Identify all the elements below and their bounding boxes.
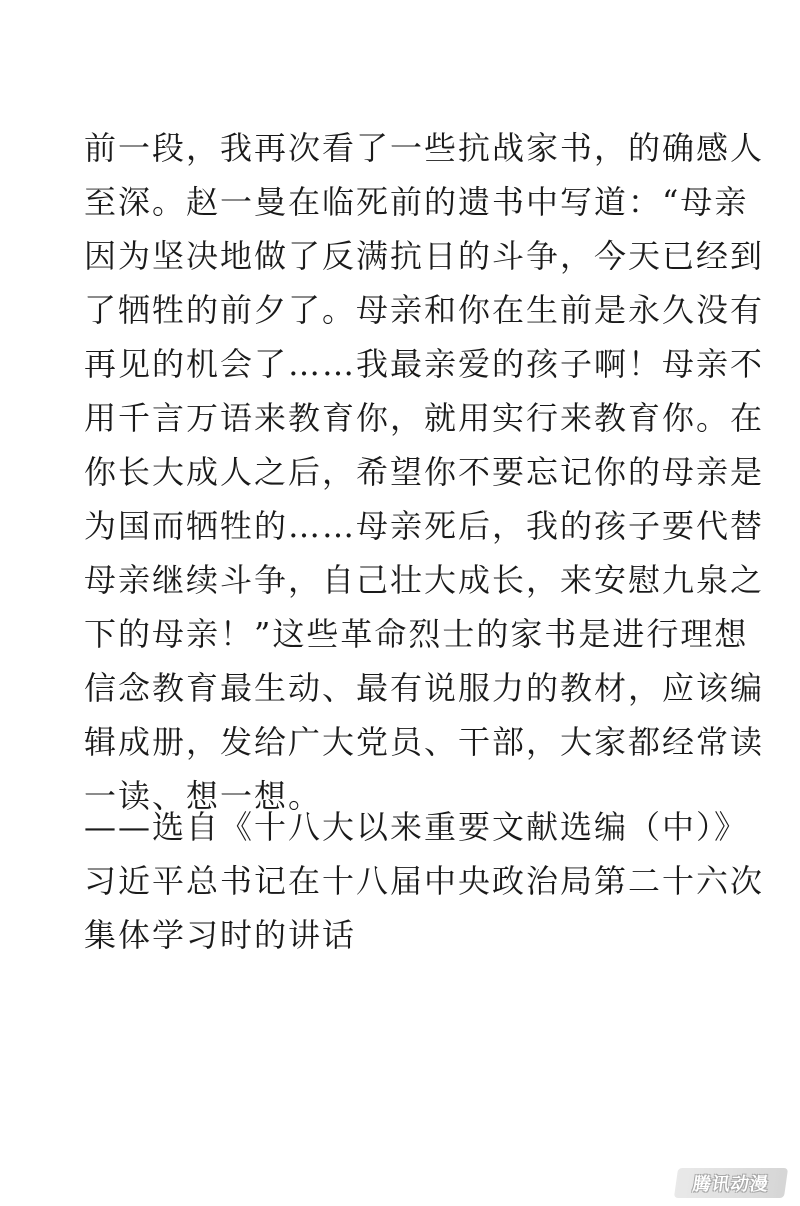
source-line: 习近平总书记在十八届中央政治局第二十六次	[84, 862, 765, 900]
source-line: 集体学习时的讲话	[84, 916, 357, 954]
source-citation	[84, 800, 765, 962]
body-line: 一读、想一想。	[84, 777, 323, 815]
body-line: 下的母亲！”这些革命烈士的家书是进行理想	[84, 615, 749, 653]
body-line: 信念教育最生动、最有说服力的教材，应该编	[84, 669, 765, 707]
watermark-text: 腾讯动漫	[691, 1174, 771, 1195]
body-line: 前一段，我再次看了一些抗战家书，的确感人	[84, 129, 765, 167]
body-line: 为国而牺牲的……母亲死后，我的孩子要代替	[84, 507, 765, 545]
body-line: 你长大成人之后，希望你不要忘记你的母亲是	[84, 453, 765, 491]
tencent-comic-watermark-logo	[674, 1168, 788, 1198]
body-text	[84, 121, 765, 823]
body-line: 了牺牲的前夕了。母亲和你在生前是永久没有	[84, 291, 765, 329]
body-line: 因为坚决地做了反满抗日的斗争，今天已经到	[84, 237, 765, 275]
body-line: 再见的机会了……我最亲爱的孩子啊！母亲不	[84, 345, 765, 383]
body-line: 辑成册，发给广大党员、干部，大家都经常读	[84, 723, 765, 761]
source-line: ——选自《十八大以来重要文献选编（中）》	[84, 808, 749, 846]
body-line: 用千言万语来教育你，就用实行来教育你。在	[84, 399, 765, 437]
body-line: 母亲继续斗争，自己壮大成长，来安慰九泉之	[84, 561, 765, 599]
body-line: 至深。赵一曼在临死前的遗书中写道：“母亲	[84, 183, 749, 221]
